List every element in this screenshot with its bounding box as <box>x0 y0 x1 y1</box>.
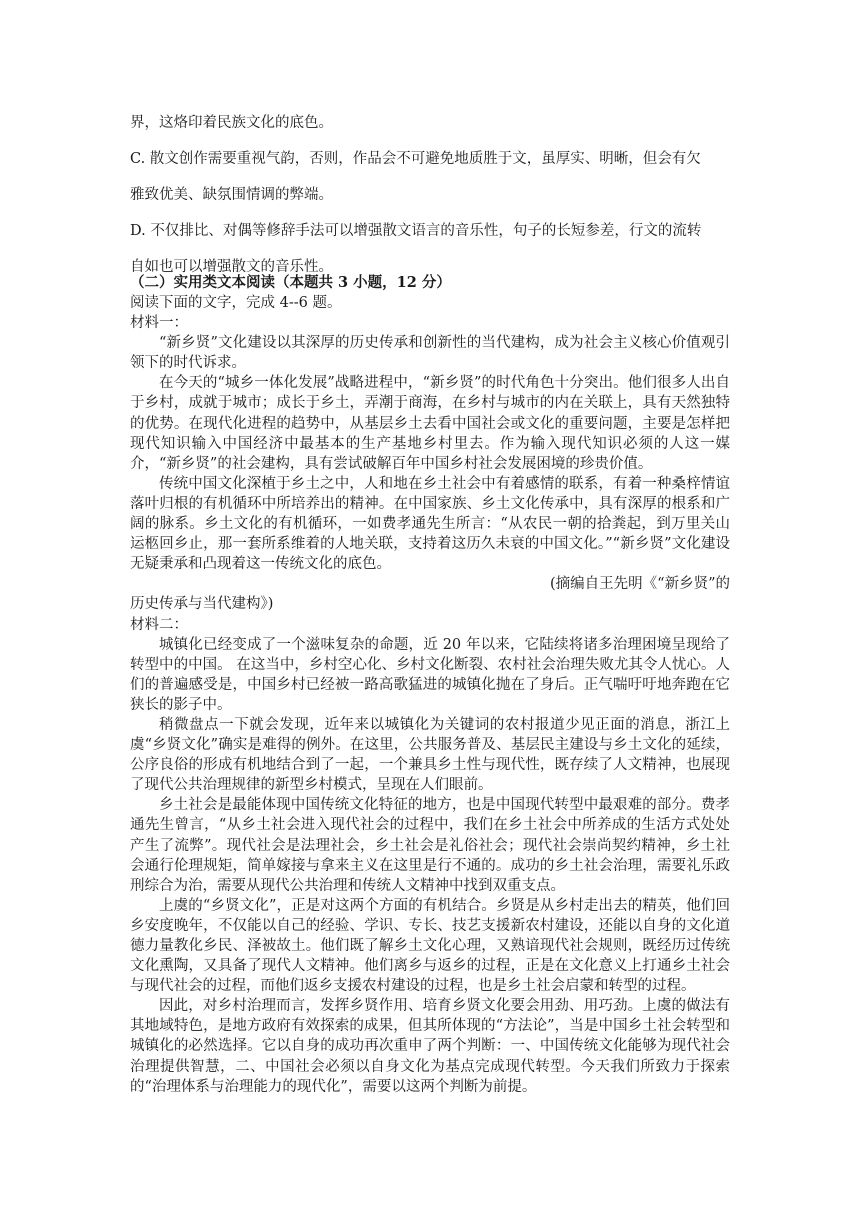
material2-paragraph: 乡土社会是最能体现中国传统文化特征的地方，也是中国现代转型中最艰难的部分。费孝通先生曾言，“从乡土社会进入现代社会的过程中，我们在乡土社会中所养成的生活方式处处产生了流弊”。现代社会是法理社会，乡土社会是礼俗社会；现代社会崇尚契约精神，乡土社会通行伦理规矩，简单嫁接与拿来主义在这里是行不通的。成功的乡土社会治理，需要礼乐政刑综合为治，需要从现代公共治理和传统人文精神中找到双重支点。 <box>130 797 730 894</box>
option-b-continuation: 界，这烙印着民族文化的底色。 <box>130 115 333 131</box>
material1-paragraph: 传统中国文化深植于乡土之中，人和地在乡土社会中有着感情的联系，有着一种桑梓情谊落叶归根的有机循环中所培养出的精神。在中国家族、乡土文化传承中，具有深厚的根系和广阔的脉系。乡土文化的有机循环，一如费孝通先生所言：“从农民一朝的拾粪起，到万里关山运柩回乡止，那一套所系维着的人地关联，支持着这历久未衰的中国文化。”“新乡贤”文化建设无疑秉承和凸现着这一传统文化的底色。 <box>130 475 730 573</box>
option-d-line1: D. 不仅排比、对偶等修辞手法可以增强散文语言的音乐性，句子的长短参差，行文的流转 <box>130 223 702 239</box>
material1-source: (摘编自王先明《“新乡贤”的 <box>550 576 730 593</box>
material2-paragraph: 因此，对乡村治理而言，发挥乡贤作用、培育乡贤文化要会用劲、用巧劲。上虞的做法有其地域特色，是地方政府有效探索的成果，但其所体现的“方法论”，当是中国乡土社会转型和城镇化的必然选择。它以自身的成功再次重申了两个判断：一、中国传统文化能够为现代社会治理提供智慧，二、中国社会必须以自身文化为基点完成现代转型。今天我们所致力于探索的“治理体系与治理能力的现代化”，需要以这两个判断为前提。 <box>130 998 730 1095</box>
material1-paragraph: “新乡贤”文化建设以其深厚的历史传承和创新性的当代建构，成为社会主义核心价值观引领下的时代诉求。 <box>130 335 730 372</box>
material1-label: 材料一： <box>130 315 188 332</box>
instruction: 阅读下面的文字，完成 4--6 题。 <box>130 295 342 311</box>
reading-passage <box>130 293 730 1097</box>
option-d-line2: 自如也可以增强散文的音乐性。 <box>130 259 333 275</box>
option-c-line2: 雅致优美、缺氛围情调的弊端。 <box>130 187 333 203</box>
option-c-line1: C. 散文创作需要重视气韵，否则，作品会不可避免地质胜于文，虽厚实、明晰，但会有欠 <box>130 151 701 167</box>
material2-label: 材料二： <box>130 616 188 633</box>
material2-paragraph: 稍微盘点一下就会发现，近年来以城镇化为关键词的农村报道少见正面的消息，浙江上虞“乡贤文化”确实是难得的例外。在这里，公共服务普及、基层民主建设与乡土文化的延续，公序良俗的形成有机地结合到了一起，一个兼具乡土性与现代性，既存续了人文精神，也展现了现代公共治理规律的新型乡村模式，呈现在人们眼前。 <box>130 716 730 794</box>
section-heading: （二）实用类文本阅读（本题共 3 小题，12 分） <box>130 274 451 291</box>
material1-paragraph: 在今天的“城乡一体化发展”战略进程中，“新乡贤”的时代角色十分突出。他们很多人出自于乡村，成就于城市；成长于乡土，弄潮于商海，在乡村与城市的内在关联上，具有天然独特的优势。在现代化进程的趋势中，从基层乡土去看中国社会或文化的重要问题，主要是怎样把现代知识输入中国经济中最基本的生产基地乡村里去。作为输入现代知识必须的人这一媒介，“新乡贤”的社会建构，具有尝试破解百年中国乡村社会发展困境的珍贵价值。 <box>130 375 730 472</box>
material2-paragraph: 城镇化已经变成了一个滋味复杂的命题，近 20 年以来，它陆续将诸多治理困境呈现给了转型中的中国。 在这当中，乡村空心化、乡村文化断裂、农村社会治理失败尤其令人忧心。人们的普遍感受是，中国乡村已经被一路高歌猛进的城镇化抛在了身后。正气喘吁吁地奔跑在它狭长的影子中。 <box>130 636 730 713</box>
material2-paragraph: 上虞的“乡贤文化”，正是对这两个方面的有机结合。乡贤是从乡村走出去的精英，他们回乡安度晚年，不仅能以自己的经验、学识、专长、技艺支援新农村建设，还能以自身的文化道德力量教化乡民、泽被故土。他们既了解乡土文化心理，又熟谙现代社会规则，既经历过传统文化熏陶，又具备了现代人文精神。他们离乡与返乡的过程，正是在文化意义上打通乡土社会与现代社会的过程，而他们返乡支援农村建设的过程，也是乡土社会启蒙和转型的过程。 <box>130 897 730 995</box>
material1-source-cont: 历史传承与当代建构》) <box>130 596 274 613</box>
